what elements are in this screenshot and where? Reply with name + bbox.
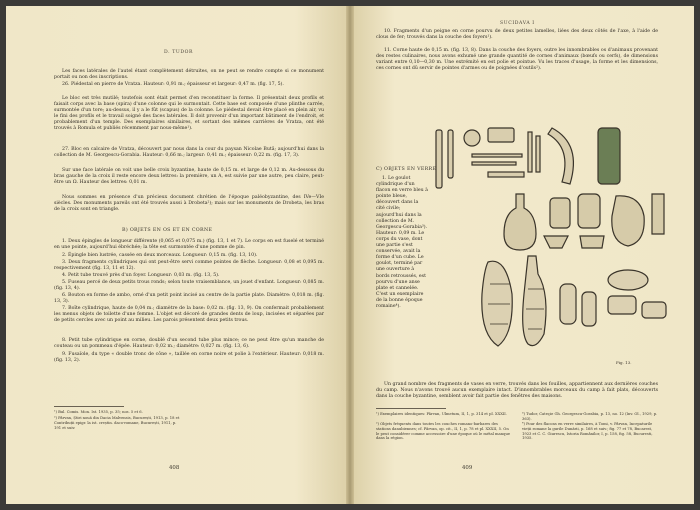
footnote: ³) Tudor, Cateçie Gh. Georgescu-Gorabia, p. 13, no. 12 (Inv. Ol., 1929, p. 363). — [522, 412, 658, 421]
footnote-rule — [376, 408, 446, 409]
section-heading-glass: C) OBJETS EN VERRE — [376, 167, 437, 172]
footnote: ¹) Exemplaires identiques: Pârvan, Ulmetum, II, 1, p. 314 et pl. XXXII. — [376, 412, 507, 416]
catalogue-entry: 4. Petit tube trouvé près d'un foyer. Longueur: 0,03 m. (fig. 13, 5). — [62, 273, 220, 278]
left-page — [6, 6, 346, 504]
catalogue-entry: 5. Fuseau percé de deux petits trous ronds; selon toute vraisemblance, un jouet d'enfant. Longueur: 0,085 m. (fig. 13, 4). — [54, 280, 324, 292]
glass-entry: 1. Le goulot cylindrique d'un flacon en verre bleu à pointe bleue, découvert dans la cité civile; aujourd'hui dans la collection de M. Georgescu-Gorabia³). Hauteur: 0,09 m. Le corps du vase, dont une partie s'est conservée, avait la forme d'un cube. Le goulot, terminé par une ouverture à bords retroussés, est pourvu d'une anse plate et cannelée. C'est un exemplaire de la bonne époque romaine⁴). — [376, 176, 428, 309]
bone-pin-illustration — [448, 130, 453, 178]
horn-illustration — [548, 128, 573, 184]
left-paragraph: Nous sommes en présence d'un précieux document chrétien de l'époque paléobyzantine, des IVe—VIe siècles. Des monuments pareils ont été trouvés aussi à Drobeta²); mais sur les monuments de Drobeta, les bras de la croix sont en triangle. — [54, 195, 324, 213]
flask-illustration — [504, 194, 536, 250]
pin-illustration — [472, 162, 516, 165]
handle-illustration — [488, 172, 524, 177]
left-paragraph: Sur une face latérale on voit une belle croix byzantine, haute de 0,15 m. et large de 0,12 m. Au-dessous du bras gauche de la croix il reste encore deux lettres: la première, un A, est suivie par une autre, peu claire, peut-être un Ω. Hauteur des lettres: 0,01 m. — [54, 168, 324, 186]
gutter — [346, 6, 354, 504]
catalogue-entry: 9. Fusaïole, du type « double tronc de cône », taillée en corne noire et polie à l'extérieur. Hauteur: 0,018 m. (fig. 13, 2). — [54, 352, 324, 364]
catalogue-entry: 8. Petit tube cylindrique en corne, doublé d'un second tube plus mince; ce ne peut être qu'un manche de couteau ou un pommeau d'épée. Hauteur: 0,02 m.; diamètre: 0,027 m. (fig. 13, 6). — [54, 338, 324, 350]
figure-plate — [432, 124, 680, 370]
left-paragraph: 27. Bloc en calcaire de Vratza, découvert par nous dans la cour du paysan Nicolae Bută; aujourd'hui dans la collection de M. Georgescu-Gorabia. Hauteur: 0,66 m.; largeur: 0,41 m.; épaisseur: 0,22 m. (fig. 17, 3). — [54, 147, 324, 159]
catalogue-entry: 1. Deux épingles de longueur différente (0,065 et 0,075 m.) (fig. 13, 1 et 7). Le corps en est fuselé et terminé en une pointe, aujourd'hui ébréchée; la tête est surmontée d'une pomme de pin. — [54, 239, 324, 251]
section-heading-bone-horn: B) OBJETS EN OS ET EN CORNE — [122, 228, 213, 233]
vessel-illustration — [560, 284, 576, 324]
amphora-illustration — [482, 261, 512, 346]
cup-illustration — [580, 236, 604, 248]
catalogue-entry: 7. Boîte cylindrique, haute de 0,04 m.; diamètre de la base: 0,02 m. (fig. 13, 9). On confermait probablement les menus objets de toilette d'une femme. L'objet est décoré de grandes dents de loup, incisées et séparées par de petits cercles avec un point au milieu. Les parois présentent deux petits trous. — [54, 306, 324, 324]
book-spread — [6, 6, 694, 504]
footnote-rule — [54, 406, 124, 407]
bone-pin-illustration — [436, 130, 442, 188]
footnote: ⁴) Pour des flacons en verre similaires, à Tomi, v. Pârvan, Incepaturile vieții romane la gurile Dunării, p. 168 et suiv.; fig. 77 et 78, Bucarest, 1923 et C. C. Giurescu, Istoria Românilor, I, p. 158, fig. 58, Bucuresti, 1935. — [522, 422, 653, 441]
box-illustration — [642, 302, 666, 318]
vial-illustration — [652, 194, 664, 234]
cup-illustration — [544, 236, 568, 248]
catalogue-entry: 2. Épingle bien lustrée, cassée en deux morceaux. Longueur: 0,15 m. (fig. 13, 10). — [62, 253, 258, 258]
figure-caption: Fig. 13. — [616, 360, 632, 365]
left-running-head: D. TUDOR — [164, 50, 194, 55]
footnote: ¹) Bul. Comis. Mon. Ist. 1935, p. 35; nos. 5 et 6. — [54, 410, 143, 414]
box-illustration — [608, 296, 636, 314]
page-number: 409 — [462, 465, 473, 471]
footnote: ²) Objets fréquents dans toutes les couches romano-barbares des stations danubiennes; cf. Pârvan, op. cit., II, 1, p. 78 et pl. XXXII, 5. On le peut considérer comme accessoire d'une époque où le métal manque dans la région. — [376, 422, 511, 441]
catalogue-entry: 6. Bouton en forme de ambo, orné d'un petit point incisé au centre de la partie plate. Diamètre: 0,018 m. (fig. 13, 3). — [54, 293, 324, 305]
catalogue-entry: 3. Deux fragments cylindriques qui ont peut-être servi comme pointes de flèche. Longueur: 0,08 et 0,095 m. respectivement (fig. 13, 11 et 12). — [54, 260, 324, 272]
right-paragraph: 11. Corne haute de 0,15 m. (fig. 13, 8). Dans la couche des foyers, outre les innombrables os d'animaux provenant des restes culinaires, nous avons exhumé une grande quantité de cornes d'animaux (bœufs ou cerfs), de dimensions variant entre 0,10—0,30 m. Une extrémité en est polie et pointue. Vu les traces d'usage, la forme et les dimensions, ces cornes ont dû servir de pointes d'armes ou de poignées d'outils²). — [376, 48, 658, 72]
right-running-head: SUCIDAVA I — [500, 21, 535, 26]
vessel-illustration — [582, 292, 596, 326]
page-number: 408 — [169, 465, 180, 471]
amphora-illustration — [523, 256, 546, 346]
bottle-illustration — [598, 128, 620, 184]
left-paragraph: Les faces latérales de l'autel étant complètement détruites, on ne peut se rendre compte si ce monument portait ou non des inscriptions. — [54, 69, 324, 81]
bowl-illustration — [612, 196, 644, 246]
plate-illustration — [608, 270, 648, 290]
spindle-whorl-illustration — [464, 130, 480, 146]
footnote: ²) Pârvan, Știri nouă din Dacia Malvensis, București, 1913, p. 18 et Contribuții epigr. la ist. creștin. daco-romane, București, 1911, p. 191 et suiv. — [54, 416, 180, 430]
tube-illustration — [528, 132, 532, 172]
left-paragraph: 26. Piédestal en pierre de Vratza. Hauteur: 0,91 m.; épaisseur et largeur: 0,47 m. (fig. 17, 5). — [62, 82, 284, 87]
glass-paragraph: Un grand nombre des fragments de vases en verre, trouvés dans les fouilles, appartiennent aux dernières couches du camp. Nous n'avons trouvé aucun exemplaire intact. D'innombrables morceaux du camp à fait plats, découverts dans la couche byzantine, semblent avoir fait partie des fenêtres des maisons. — [376, 382, 658, 400]
pin-illustration — [472, 154, 522, 157]
right-paragraph: 10. Fragments d'un peigne en corne pourvu de deux petites lamelles, liées des deux côtés de l'axe, à l'aide de clous de fer; trouvés dans la couche des foyers¹). — [376, 29, 658, 41]
left-paragraph: Le bloc est très mutilé; toutefois sont était permet d'en reconstituer la forme. Il présentait deux profils et faisait corps avec la base (spira) d'une colonne qui le surmontait. Cette base est composée d'une plinthe carrée, surmontée d'un tore; au-dessus, il y a le fût (scapus) de la colonne. Le piédestal devait être placé en plein air, vu le fini des profils et le travail soigné des faces latérales. Il doit provenir d'un important bâtiment de l'endroit, et probablement d'un temple. Des exemplaires similaires, et sortant des mêmes carrières de Vratza, ont été trouvés à Romula et publiés récemment par nous-même¹). — [54, 96, 324, 132]
jar-illustration — [578, 194, 600, 228]
right-page — [354, 6, 694, 504]
tube-illustration — [536, 136, 540, 172]
jar-illustration — [550, 198, 570, 228]
box-illustration — [488, 128, 514, 142]
